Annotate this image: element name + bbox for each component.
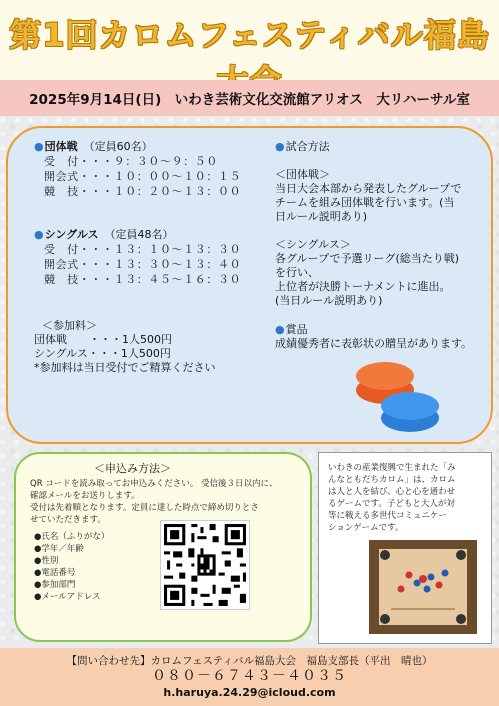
singles-heading-line <box>34 228 173 242</box>
method-team-text: 当日大会本部から発表したグループで <box>275 182 462 195</box>
bullet-icon: ● <box>275 323 285 336</box>
team-row: 受 付・・・９：３０～９：５０ <box>44 155 218 168</box>
team-heading: 団体戦 <box>44 140 78 153</box>
about-text: は人と人を結び、心と心を通わせ <box>328 487 456 497</box>
team-row: 開会式・・・１０：００～１０：１５ <box>44 170 242 183</box>
team-row: 競 技・・・１０：２０～１３：００ <box>44 185 242 198</box>
method-team-heading: ＜団体戦＞ <box>275 168 330 181</box>
carrom-pieces-icon <box>379 549 467 625</box>
field-item: ●参加部門 <box>34 580 76 590</box>
team-capacity: （定員60名） <box>83 140 153 153</box>
fee-row: シングルス・・・1人500円 <box>34 347 171 360</box>
application-text: せていただきます。 <box>30 515 106 525</box>
application-text: QR コードを読み取ってお申込みください。 受信後３日以内に、 <box>30 479 278 489</box>
prize-heading: 賞品 <box>285 323 308 336</box>
singles-row: 開会式・・・１３：３０～１３：４０ <box>44 258 242 271</box>
method-team-text: 日ルール説明あり) <box>275 210 368 223</box>
prize-heading-line <box>275 323 308 337</box>
fee-row: 団体戦 ・・・1人500円 <box>34 333 172 346</box>
singles-capacity: （定員48名） <box>104 228 174 241</box>
bullet-icon: ● <box>275 140 285 153</box>
red-disc-top <box>356 362 414 390</box>
bullet-icon: ● <box>34 228 44 241</box>
team-heading-line <box>34 140 153 154</box>
method-singles-text: (当日ルール説明あり) <box>275 294 383 307</box>
about-text: 等に戦える多世代コミュニケー <box>328 511 447 521</box>
singles-row: 競 技・・・１３：４５～１６：３０ <box>44 273 242 286</box>
method-heading: 試合方法 <box>285 140 330 153</box>
method-singles-heading: ＜シングルス＞ <box>275 238 351 251</box>
qr-code-icon[interactable] <box>160 520 250 610</box>
prize-text: 成績優秀者に表彰状の贈呈があります。 <box>275 337 473 350</box>
field-item: ●性別 <box>34 556 59 566</box>
contact-phone[interactable]: ０８０－６７４３－４０３５ <box>152 668 347 684</box>
bullet-icon: ● <box>34 140 44 153</box>
method-heading-line <box>275 140 330 154</box>
method-singles-text: 各グループで予選リーグ(総当たり戦) <box>275 252 460 265</box>
singles-row: 受 付・・・１３：１０～１３：３０ <box>44 243 242 256</box>
application-text: 確認メールをお送りします。 <box>30 491 140 501</box>
method-singles-text: 上位者が決勝トーナメントに進出。 <box>275 280 451 293</box>
application-text: 受付は先着順となります。定員に達した時点で締め切りとさ <box>30 503 259 513</box>
date-venue-line: 2025年9月14日(日) いわき芸術文化交流館アリオス 大リハーサル室 <box>29 92 470 108</box>
contact-line: 【問い合わせ先】カロムフェスティバル福島大会 福島支部長（平出 晴也） <box>66 655 433 667</box>
method-team-text: チームを組み団体戦を行います。(当 <box>275 196 455 209</box>
fee-note: *参加料は当日受付でご精算ください <box>34 361 216 374</box>
about-text: ションゲームです。 <box>328 523 404 533</box>
field-item: ●学年／年齢 <box>34 544 84 554</box>
fee-heading: ＜参加料＞ <box>42 319 97 332</box>
contact-email[interactable]: h.haruya.24.29@icloud.com <box>163 686 336 699</box>
singles-heading: シングルス <box>44 228 99 241</box>
about-text: んなともだちカロム」は、カロム <box>328 475 456 485</box>
application-heading: ＜申込み方法＞ <box>94 462 171 475</box>
page-title: 第1回カロムフェスティバル福島 <box>9 16 490 54</box>
method-singles-text: を行い、 <box>275 266 319 279</box>
field-item: ●氏名（ふりがな） <box>34 532 110 542</box>
field-item: ●電話番号 <box>34 568 76 578</box>
about-text: るゲームです。子どもと大人が対 <box>328 499 455 509</box>
about-text: いわきの産業復興で生まれた「み <box>328 463 456 473</box>
field-item: ●メールアドレス <box>34 592 101 602</box>
blue-disc-top <box>381 392 439 420</box>
